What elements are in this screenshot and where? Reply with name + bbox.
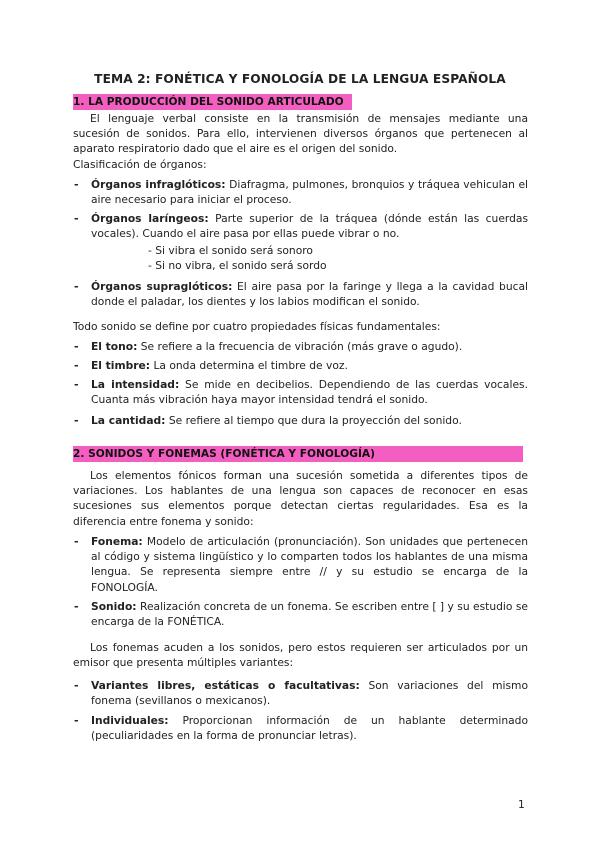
property-term: La cantidad: — [91, 414, 166, 427]
property-timbre — [91, 358, 528, 373]
bullet-dash: - — [74, 280, 79, 293]
organ-infraglotic-item — [91, 177, 528, 207]
property-term: La intensidad: — [91, 378, 180, 391]
organ-laryngeal-item — [91, 211, 528, 241]
fonema-item — [91, 534, 528, 595]
section-1-heading: 1. LA PRODUCCIÓN DEL SONIDO ARTICULADO — [73, 96, 344, 108]
bullet-dash: - — [74, 178, 79, 191]
organ-desc: El aire pasa por la faringe y llega a la cavidad bucal donde el paladar, los dientes y los labios modifican el sonido. — [91, 280, 528, 309]
fonema-desc: Modelo de articulación (pronunciación). Son unidades que pertenecen al código y sistema lingüístico y lo comparten todos los hablantes de una misma lengua. Se representa siempre entre // y su estudio se encarga de la FONOLOGÍA. — [91, 535, 528, 594]
bullet-dash: - — [74, 600, 79, 613]
properties-intro: Todo sonido se define por cuatro propiedades físicas fundamentales: — [73, 320, 441, 333]
sonido-item — [91, 599, 528, 629]
organ-desc: Parte superior de la tráquea (dónde están las cuerdas vocales). Cuando el aire pasa por ellas puede vibrar o no. — [91, 212, 529, 241]
variant-term: Individuales: — [91, 714, 169, 727]
organ-desc: Diafragma, pulmones, bronquios y tráquea vehiculan el aire necesario para iniciar el proceso. — [91, 178, 528, 207]
property-cantidad — [91, 413, 528, 428]
organ-term: Órganos infraglóticos: — [91, 178, 226, 191]
organ-supraglotic-item — [91, 279, 528, 309]
page-number: 1 — [518, 798, 525, 811]
bullet-dash: - — [74, 340, 79, 353]
document-title: TEMA 2: FONÉTICA Y FONOLOGÍA DE LA LENGUA ESPAÑOLA — [94, 72, 506, 86]
variant-libres-item — [91, 678, 528, 708]
sub-item-sonoro: - Si vibra el sonido será sonoro — [148, 244, 313, 257]
property-tono — [91, 339, 528, 354]
bullet-dash: - — [74, 714, 79, 727]
sonido-desc: Realización concreta de un fonema. Se escriben entre [ ] y su estudio se encarga de la FONÉTICA. — [91, 600, 528, 629]
bullet-dash: - — [74, 212, 79, 225]
property-desc: Se mide en decibelios. Dependiendo de las cuerdas vocales. Cuanta más vibración haya mayor intensidad tendrá el sonido. — [91, 378, 528, 407]
fonema-term: Fonema: — [91, 535, 143, 548]
variants-intro: Los fonemas acuden a los sonidos, pero estos requieren ser articulados por un emisor que presenta múltiples variantes: — [73, 641, 528, 670]
organ-term: Órganos laríngeos: — [91, 212, 209, 225]
section-1-intro: El lenguaje verbal consiste en la transmisión de mensajes mediante una sucesión de sonidos. Para ello, intervienen diversos órganos que pertenecen al aparato respiratorio dado que el aire es el origen del sonido. — [73, 112, 528, 156]
variant-desc: Son variaciones del mismo fonema (sevillanos o mexicanos). — [91, 679, 528, 708]
section-2-intro: Los elementos fónicos forman una sucesión sometida a diferentes tipos de variaciones. Los hablantes de una lengua son capaces de reconocer en esas sucesiones sus elementos porque detectan ciertas regularidades. Esa es la diferencia entre fonema y sonido: — [73, 469, 528, 528]
variant-individuales-item — [91, 713, 528, 743]
bullet-dash: - — [74, 414, 79, 427]
property-term: El tono: — [91, 340, 138, 353]
section-2-heading: 2. SONIDOS Y FONEMAS (FONÉTICA Y FONOLOGÍA) — [73, 448, 375, 460]
classification-label: Clasificación de órganos: — [73, 158, 207, 171]
property-desc: Se refiere al tiempo que dura la proyección del sonido. — [165, 414, 462, 427]
property-desc: Se refiere a la frecuencia de vibración (más grave o agudo). — [137, 340, 463, 353]
organ-term: Órganos supraglóticos: — [91, 280, 233, 293]
property-desc: La onda determina el timbre de voz. — [150, 359, 348, 372]
bullet-dash: - — [74, 378, 79, 391]
property-intensidad — [91, 377, 528, 407]
property-term: El timbre: — [91, 359, 151, 372]
variant-term: Variantes libres, estáticas o facultativas: — [91, 679, 360, 692]
bullet-dash: - — [74, 679, 79, 692]
bullet-dash: - — [74, 535, 79, 548]
sonido-term: Sonido: — [91, 600, 137, 613]
variant-desc: Proporcionan información de un hablante determinado (peculiaridades en la forma de pronunciar letras). — [91, 714, 528, 743]
bullet-dash: - — [74, 359, 79, 372]
sub-item-sordo: - Si no vibra, el sonido será sordo — [148, 259, 327, 272]
